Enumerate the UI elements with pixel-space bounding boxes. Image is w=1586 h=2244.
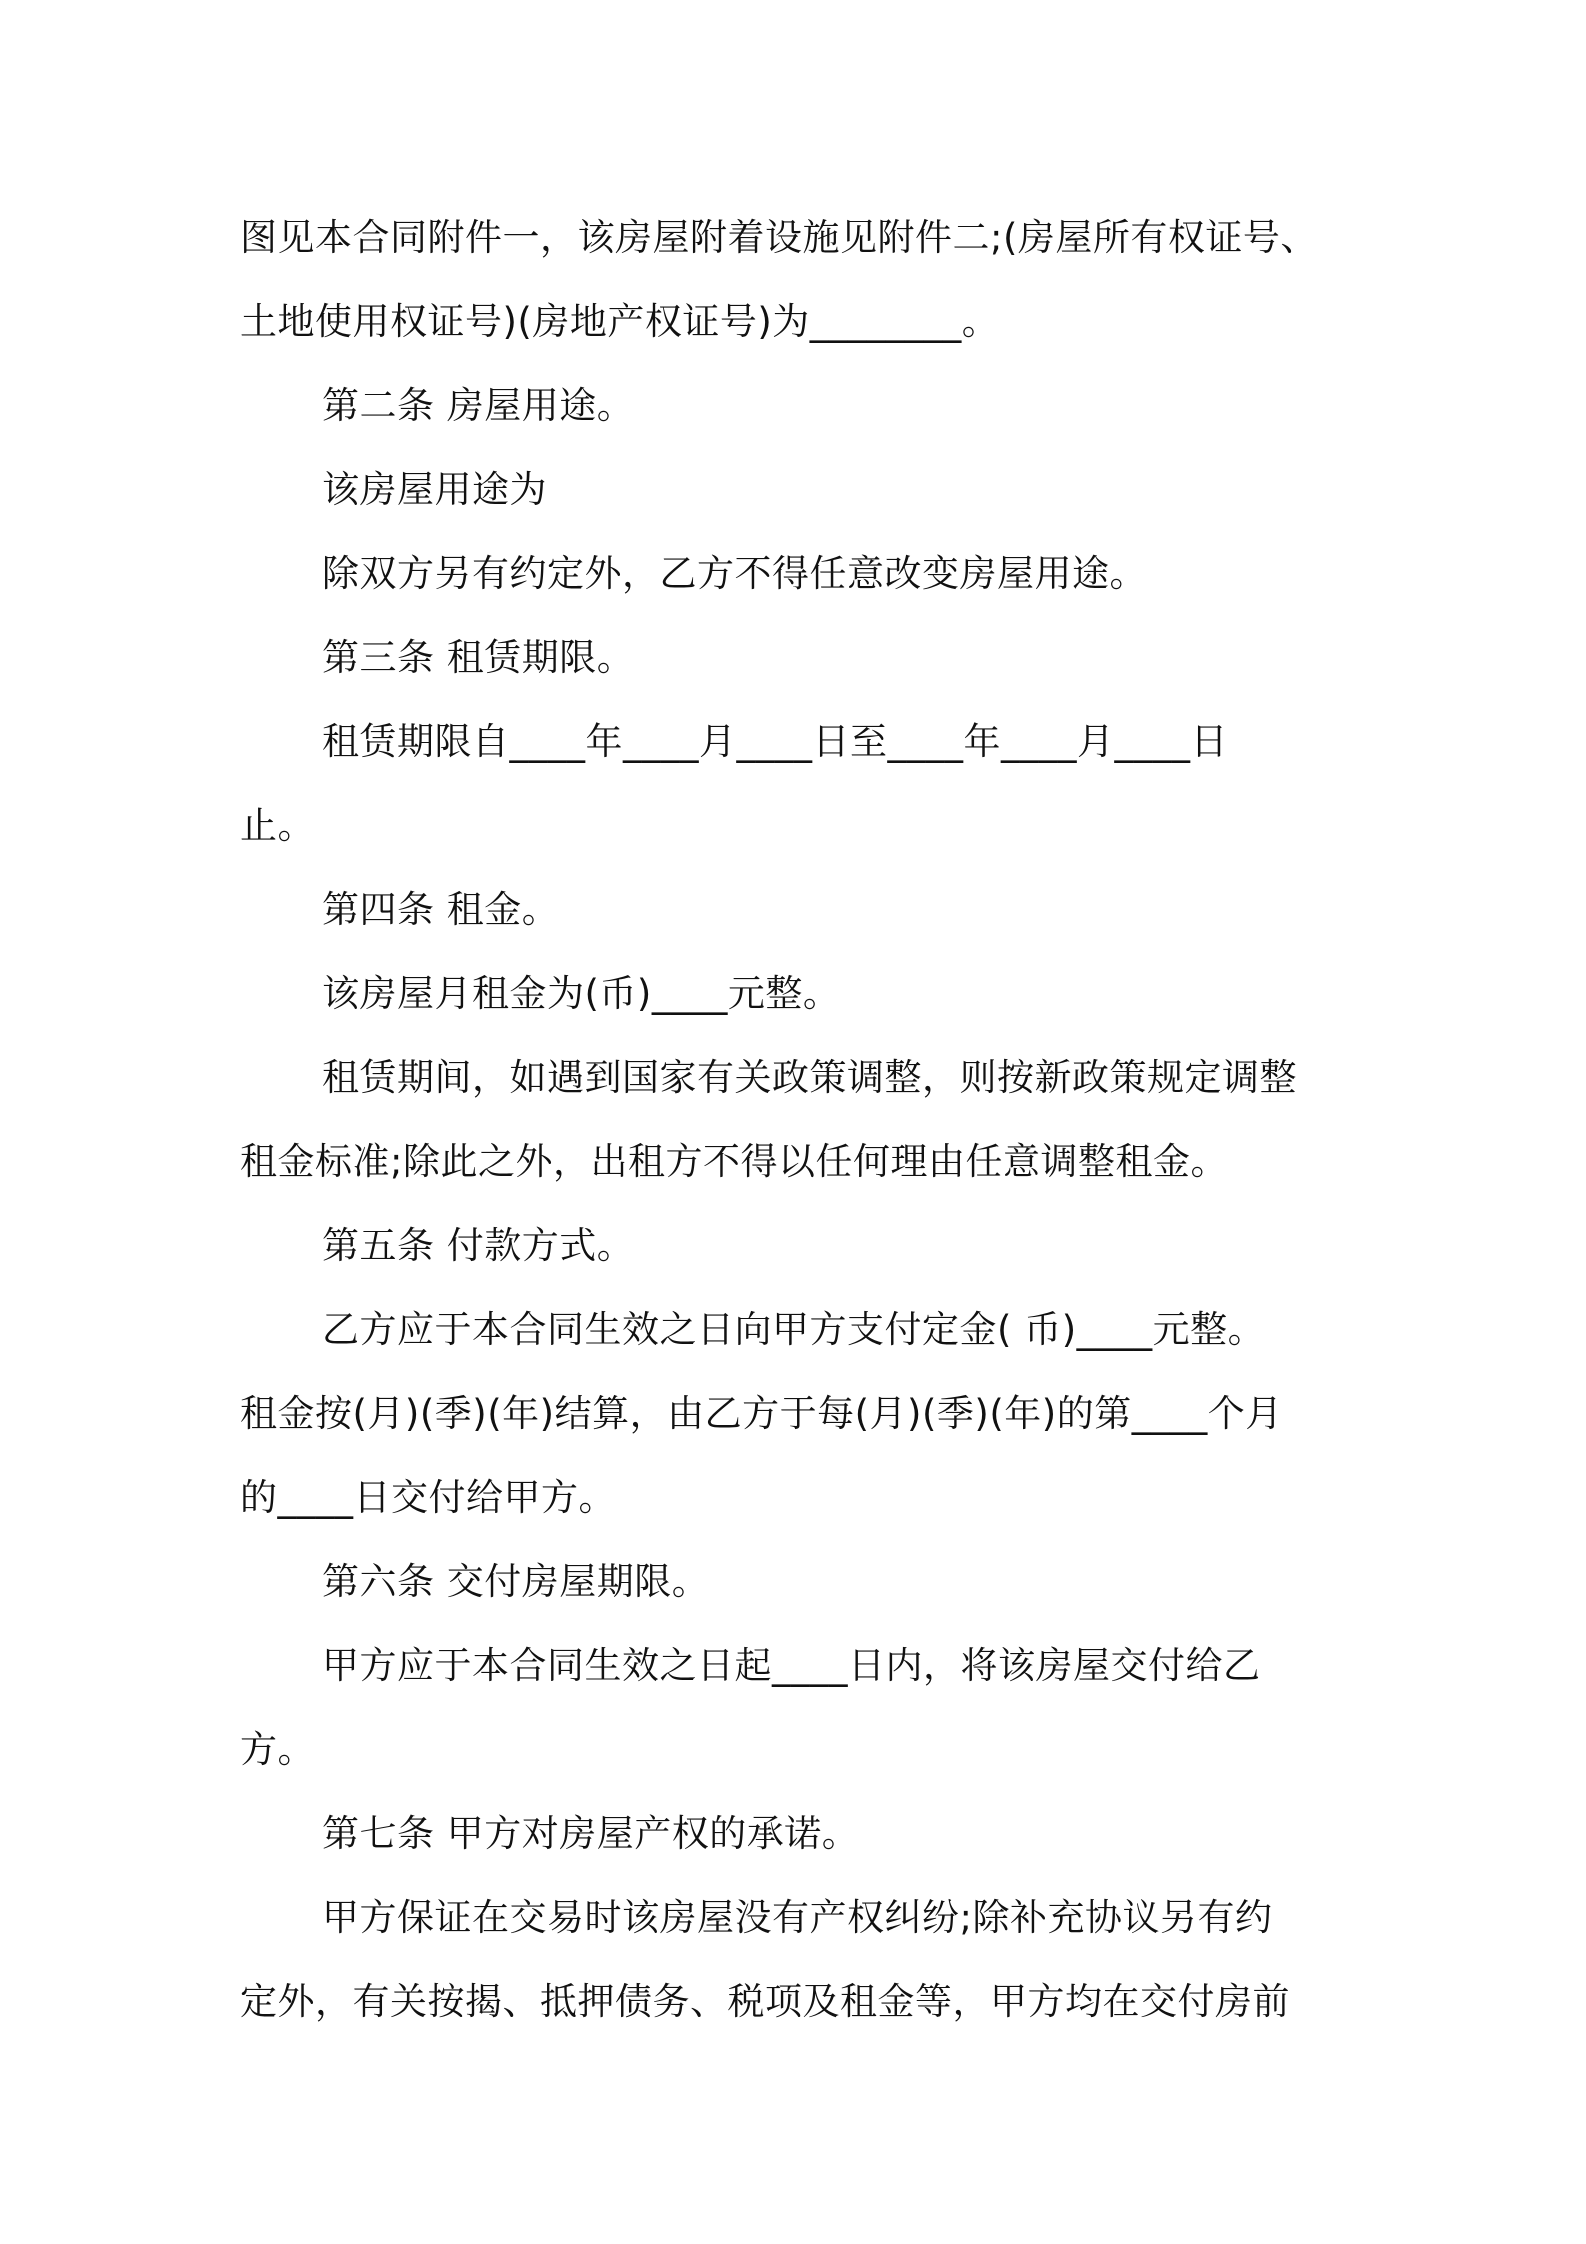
text-line-2: 土地使用权证号)(房地产权证号)为________。 xyxy=(240,300,1000,343)
article-2-heading: 第二条 房屋用途。 xyxy=(322,384,635,427)
text-line-22: 定外，有关按揭、抵押债务、税项及租金等，甲方均在交付房前 xyxy=(240,1980,1290,2023)
text-line-7: 租赁期限自____年____月____日至____年____月____日 xyxy=(322,720,1228,763)
text-line-18: 甲方应于本合同生效之日起____日内，将该房屋交付给乙 xyxy=(322,1644,1261,1687)
text-line-11: 租赁期间，如遇到国家有关政策调整，则按新政策规定调整 xyxy=(322,1056,1297,1099)
text-line-16: 的____日交付给甲方。 xyxy=(240,1476,616,1519)
text-line-19: 方。 xyxy=(240,1728,315,1771)
text-line-14: 乙方应于本合同生效之日向甲方支付定金( 币)____元整。 xyxy=(322,1308,1266,1351)
article-4-heading: 第四条 租金。 xyxy=(322,888,560,931)
text-line-8: 止。 xyxy=(240,804,315,847)
text-line-21: 甲方保证在交易时该房屋没有产权纠纷;除补充协议另有约 xyxy=(322,1896,1273,1939)
text-line-4: 该房屋用途为 xyxy=(322,468,547,511)
article-3-heading: 第三条 租赁期限。 xyxy=(322,636,635,679)
text-line-12: 租金标准;除此之外，出租方不得以任何理由任意调整租金。 xyxy=(240,1140,1228,1183)
article-5-heading: 第五条 付款方式。 xyxy=(322,1224,635,1267)
article-7-heading: 第七条 甲方对房屋产权的承诺。 xyxy=(322,1812,860,1855)
text-line-10: 该房屋月租金为(币)____元整。 xyxy=(322,972,841,1015)
text-line-1: 图见本合同附件一，该房屋附着设施见附件二;(房屋所有权证号、 xyxy=(240,216,1318,259)
article-6-heading: 第六条 交付房屋期限。 xyxy=(322,1560,710,1603)
document-body xyxy=(240,196,1360,2044)
text-line-15: 租金按(月)(季)(年)结算，由乙方于每(月)(季)(年)的第____个月 xyxy=(240,1392,1283,1435)
text-line-5: 除双方另有约定外，乙方不得任意改变房屋用途。 xyxy=(322,552,1147,595)
